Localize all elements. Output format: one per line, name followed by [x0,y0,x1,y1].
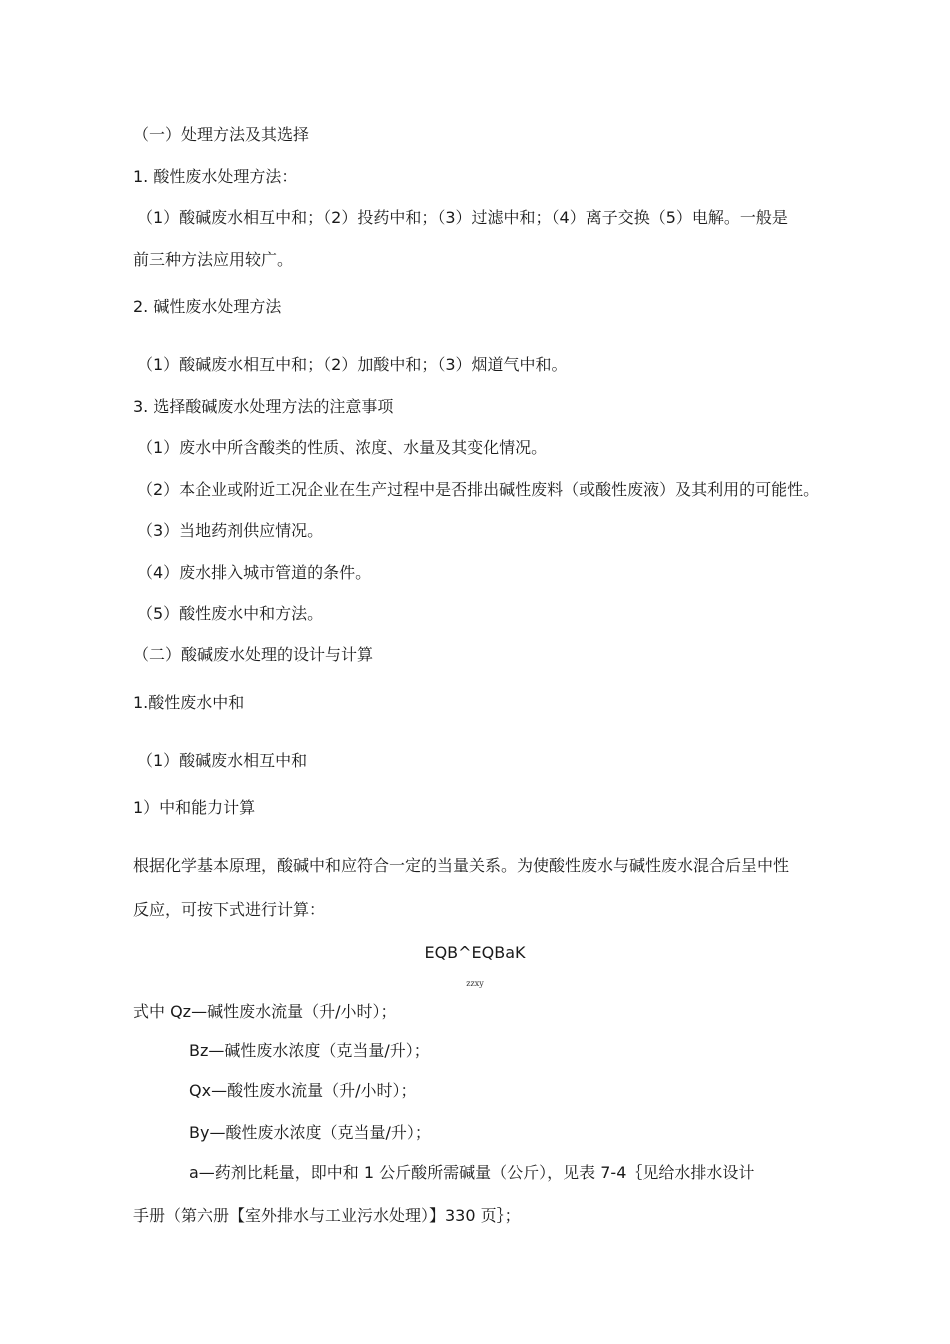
formula-subscript: zzxy [466,979,484,988]
paragraph-line: 根据化学基本原理，酸碱中和应符合一定的当量关系。为使酸性废水与碱性废水混合后呈中性 [133,856,790,875]
list-item: （1）废水中所含酸类的性质、浓度、水量及其变化情况。 [137,438,548,457]
section-2-heading: （二）酸碱废水处理的设计与计算 [133,645,374,664]
list-item: （5）酸性废水中和方法。 [137,604,324,623]
paragraph-line: （1）酸碱废水相互中和；（2）加酸中和；（3）烟道气中和。 [137,355,568,374]
paragraph-line: （1）酸碱废水相互中和；（2）投药中和；（3）过滤中和；（4）离子交换（5）电解。一般是 [137,208,788,227]
subheading-mutual-neutralization: （1）酸碱废水相互中和 [137,751,308,770]
variable-definition: 式中 Qz—碱性废水流量（升/小时）； [133,1002,397,1021]
formula: EQB^EQBaK [424,943,526,962]
paragraph-line: 前三种方法应用较广。 [133,250,294,269]
paragraph-line: 反应，可按下式进行计算： [133,900,326,919]
list-item: （2）本企业或附近工况企业在生产过程中是否排出碱性废料（或酸性废液）及其利用的可能性。 [137,480,820,499]
variable-definition: By—酸性废水浓度（克当量/升）； [189,1123,431,1142]
list-item: （4）废水排入城市管道的条件。 [137,563,372,582]
subheading-selection-notes: 3. 选择酸碱废水处理方法的注意事项 [133,397,394,416]
subheading-capacity-calculation: 1）中和能力计算 [133,798,256,817]
variable-definition: Bz—碱性废水浓度（克当量/升）； [189,1041,430,1060]
list-item: （3）当地药剂供应情况。 [137,521,324,540]
variable-definition-continued: 手册（第六册【室外排水与工业污水处理）】330 页｝； [133,1206,521,1225]
variable-definition: a—药剂比耗量，即中和 1 公斤酸所需碱量（公斤），见表 7-4｛见给水排水设计 [189,1163,755,1182]
subheading-acid-neutralization: 1.酸性废水中和 [133,693,245,712]
subheading-alkali-methods: 2. 碱性废水处理方法 [133,297,282,316]
variable-definition: Qx—酸性废水流量（升/小时）； [189,1081,417,1100]
section-1-heading: （一）处理方法及其选择 [133,125,310,144]
subheading-acid-methods: 1. 酸性废水处理方法： [133,167,298,186]
